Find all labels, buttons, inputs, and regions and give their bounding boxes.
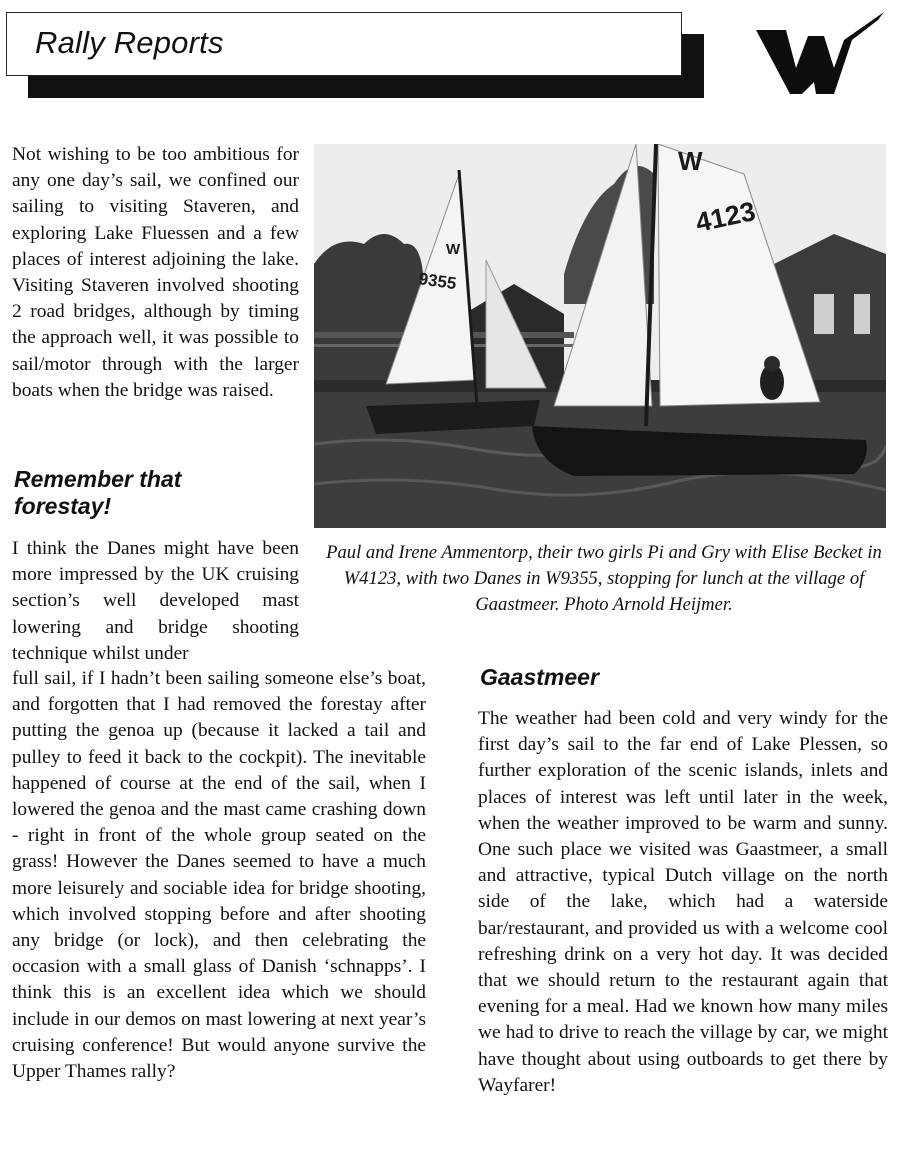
forestay-paragraph-part2: full sail, if I hadn’t been sailing someone else’s boat, and forgotten that I had removed the forestay after putting the genoa up (because it lacked a tail and pulley to feed it back to the cockpit). The inevitable happened of course at the end of the sail, when I lowered the genoa and the mast came crashing down - right in front of the whole group seated on the grass! However the Danes seemed to have a much more leisurely and sociable idea for bridge shooting, which involved stopping before and after shooting any bridge (or lock), and then celebrating the occasion with a small glass of Danish ‘schnapps’. I think this is an excellent idea which we should include in our demos on mast lowering at next year’s cruising conference! But would anyone survive the Upper Thames rally? — [12, 668, 426, 1083]
gaastmeer-paragraph: The weather had been cold and very windy for the first day’s sail to the far end of Lake Plessen, so further exploration of the scenic islands, inlets and places of interest was left until later in the week, when the weather improved to be warm and sunny. One such place we visited was Gaastmeer, a small and attractive, typical Dutch village on the north side of the lake, which had a waterside bar/restaurant, and provided us with a welcome cool refreshing drink on a very hot day. It was decided that we should return to the restaurant again that evening for a meal. Had we known how many miles we had to drive to reach the village by car, we might have thought about using outboards to get there by Wayfarer! — [478, 708, 888, 1096]
header-banner — [6, 12, 682, 76]
section-heading-gaastmeer: Gaastmeer — [480, 664, 599, 690]
section-heading-forestay: Remember that forestay! — [14, 466, 182, 519]
wayfarer-logo-icon — [752, 12, 884, 96]
forestay-paragraph-part1: I think the Danes might have been more impressed by the UK cruising section’s well developed mast lowering and bridge shooting technique whilst under — [12, 538, 299, 664]
right-sail-number: 4123 — [693, 196, 759, 238]
page-title: Rally Reports — [35, 25, 224, 60]
photo-caption: Paul and Irene Ammentorp, their two girls Pi and Gry with Elise Becket in W4123, with two Danes in W9355, stopping for lunch at the village of Gaastmeer. Photo Arnold Heijmer. — [326, 542, 882, 616]
intro-paragraph: Not wishing to be too ambitious for any one day’s sail, we confined our sailing to visiting Staveren, and exploring Lake Fluessen and a few places of interest adjoining the lake. Visiting Staveren involved shooting 2 road bridges, although by timing the approach well, it was possible to sail/motor through with the larger boats when the bridge was raised. — [12, 144, 299, 401]
right-sail-letter: W — [678, 146, 703, 176]
sailing-photo — [314, 144, 886, 528]
left-sail-letter: W — [446, 241, 461, 258]
left-sail-number: 9355 — [417, 269, 458, 294]
